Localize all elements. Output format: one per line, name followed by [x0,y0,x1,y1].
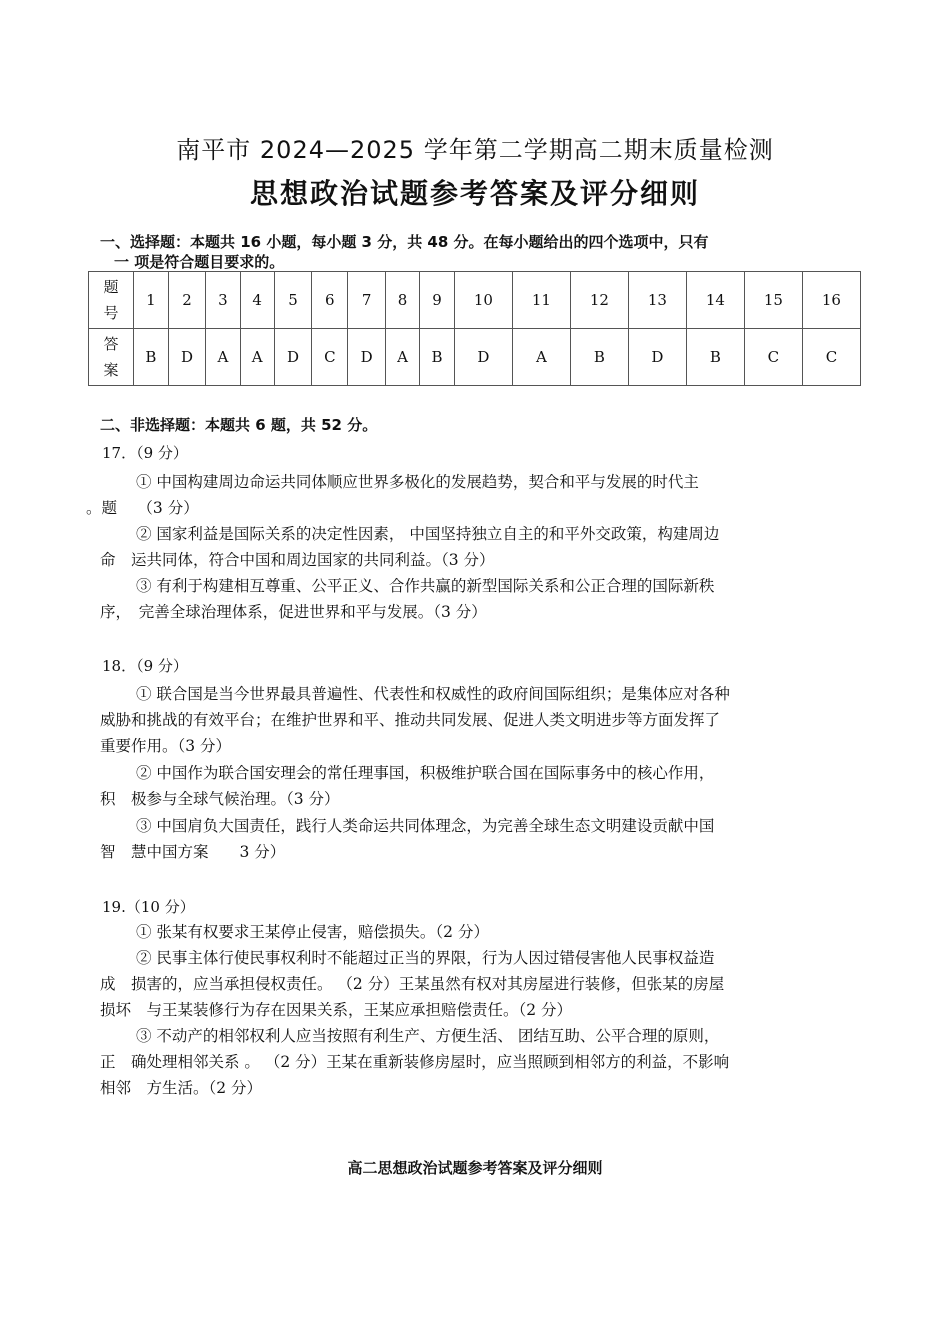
q18-heading: 18．（9 分） [102,657,188,675]
question-number-cell: 7 [348,272,386,329]
question-number-cell: 2 [168,272,206,329]
section-1-line-1: 一、选择题：本题共 16 小题，每小题 3 分，共 48 分。在每小题给出的四个选项中，只有 [100,233,709,251]
q18-p3-line-2: 智 慧中国方案 3 分） [100,843,286,861]
question-number-cell: 9 [420,272,455,329]
answer-cell: D [628,329,686,386]
q17-p1-line-2: 。题 （3 分） [86,499,199,517]
question-number-cell: 13 [628,272,686,329]
header-char: 题 [103,278,119,296]
q17-p3-line-2: 序， 完善全球治理体系，促进世界和平与发展。（3 分） [100,603,487,621]
q19-p2-line-2: 成 损害的，应当承担侵权责任。 （2 分）王某虽然有权对其房屋进行装修，但张某的房屋 [100,975,725,993]
answer-cell: D [168,329,206,386]
question-number-cell: 11 [512,272,570,329]
q18-p1-line-2: 威胁和挑战的有效平台；在维护世界和平、推动共同发展、促进人类文明进步等方面发挥了 [100,711,721,729]
q18-point-3 [100,813,855,865]
q19-p3-line-1: ③ 不动产的相邻权利人应当按照有利生产、方便生活、 团结互助、公平合理的原则， [136,1027,720,1045]
q18-point-2 [100,760,855,812]
question-number-cell: 4 [240,272,274,329]
page-subtitle: 思想政治试题参考答案及评分细则 [249,177,700,210]
answer-header [89,329,134,386]
question-number-header [89,272,134,329]
q17-p3-line-1: ③ 有利于构建相互尊重、公平正义、合作共赢的新型国际关系和公正合理的国际新秩 [136,577,715,595]
page-footer: 高二思想政治试题参考答案及评分细则 [347,1159,603,1177]
question-number-cell: 16 [802,272,860,329]
answer-cell: B [134,329,169,386]
answer-row [89,329,861,386]
answer-cell: A [206,329,240,386]
q17-p2-line-1: ② 国家利益是国际关系的决定性因素， 中国坚持独立自主的和平外交政策，构建周边 [136,525,720,543]
answer-cell: C [744,329,802,386]
q17-point-3 [100,573,855,625]
page-title: 南平市 2024—2025 学年第二学期高二期末质量检测 [176,136,774,164]
q19-p3-line-2: 正 确处理相邻关系 。 （2 分）王某在重新装修房屋时，应当照顾到相邻方的利益，不影响 [100,1053,730,1071]
question-number-cell: 6 [312,272,348,329]
q17-point-2 [100,521,855,573]
q17-heading: 17．（9 分） [102,444,188,462]
q18-p1-line-3: 重要作用。（3 分） [100,737,232,755]
header-char: 案 [103,361,119,379]
q18-point-1 [100,681,855,759]
answer-cell: C [312,329,348,386]
q19-point-1 [100,919,855,945]
q19-p3-line-3: 相邻 方生活。（2 分） [100,1079,263,1097]
header-char: 答 [103,335,119,353]
answer-cell: D [454,329,512,386]
answer-cell: B [420,329,455,386]
answer-table [88,271,861,386]
q18-p2-line-2: 积 极参与全球气候治理。（3 分） [100,790,340,808]
q18-p1-line-1: ① 联合国是当今世界最具普遍性、代表性和权威性的政府间国际组织；是集体应对各种 [136,685,730,703]
q17-p1-line-1: ① 中国构建周边命运共同体顺应世界多极化的发展趋势，契合和平与发展的时代主 [136,473,699,491]
answer-cell: B [686,329,744,386]
q19-point-2 [100,945,855,1023]
section-1-instructions [100,232,860,272]
q17-p2-line-2: 命 运共同体，符合中国和周边国家的共同利益。（3 分） [100,551,495,569]
question-number-cell: 3 [206,272,240,329]
question-number-cell: 5 [274,272,312,329]
question-number-cell: 15 [744,272,802,329]
header-char: 号 [103,304,119,322]
question-number-cell: 10 [454,272,512,329]
question-number-cell: 12 [570,272,628,329]
q19-p1-line-1: ① 张某有权要求王某停止侵害，赔偿损失。（2 分） [136,923,489,941]
answer-cell: C [802,329,860,386]
section-1-line-2: 一 项是符合题目要求的。 [114,253,285,271]
question-number-row [89,272,861,329]
q17-point-1 [86,469,855,521]
answer-cell: A [385,329,419,386]
q18-p2-line-1: ② 中国作为联合国安理会的常任理事国，积极维护联合国在国际事务中的核心作用， [136,764,715,782]
q18-p3-line-1: ③ 中国肩负大国责任，践行人类命运共同体理念，为完善全球生态文明建设贡献中国 [136,817,715,835]
section-2-heading: 二、非选择题：本题共 6 题，共 52 分。 [100,416,378,434]
answer-cell: B [570,329,628,386]
question-number-cell: 1 [134,272,169,329]
answer-cell: D [348,329,386,386]
answer-cell: A [512,329,570,386]
q19-p2-line-3: 损坏 与王某装修行为存在因果关系，王某应承担赔偿责任。（2 分） [100,1001,573,1019]
q19-point-3 [100,1023,855,1101]
answer-cell: D [274,329,312,386]
question-number-cell: 8 [385,272,419,329]
q19-p2-line-1: ② 民事主体行使民事权利时不能超过正当的界限，行为人因过错侵害他人民事权益造 [136,949,715,967]
answer-cell: A [240,329,274,386]
q19-heading: 19.（10 分） [102,898,195,916]
question-number-cell: 14 [686,272,744,329]
